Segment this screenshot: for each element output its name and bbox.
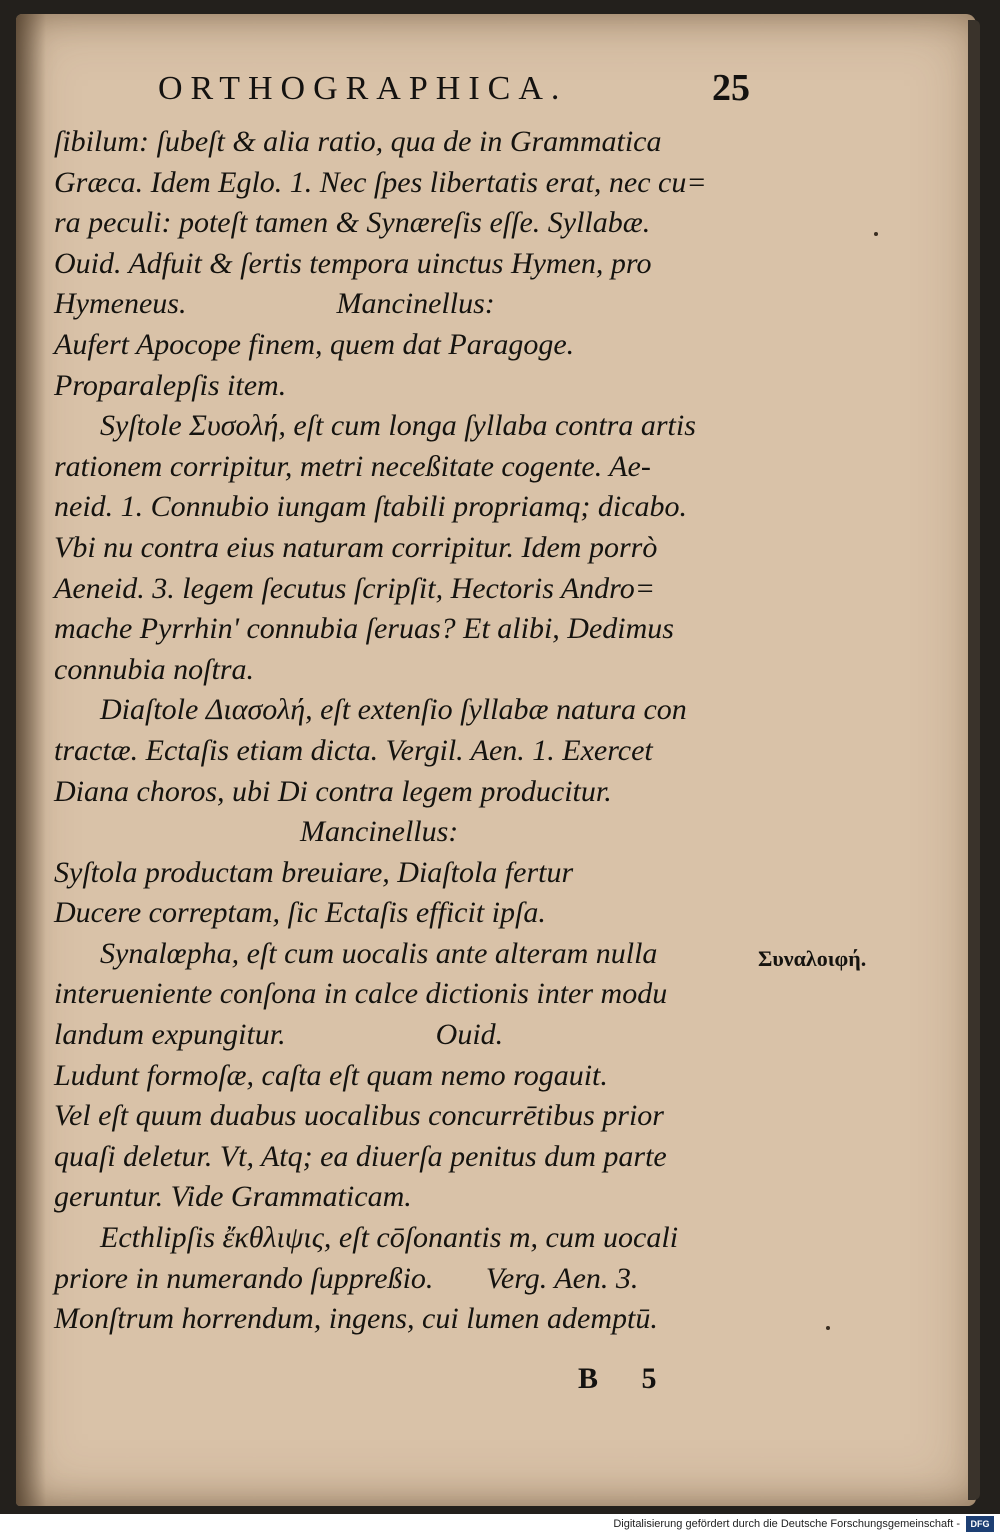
text-line: Synalœpha, eſt cum uocalis ante alteram nulla bbox=[100, 936, 658, 970]
text-line: priore in numerando ſuppreßio. Verg. Aen. 3. bbox=[54, 1261, 639, 1295]
text-line: ra peculi: poteſt tamen & Synæreſis eſſe. Syllabæ. bbox=[54, 206, 651, 240]
text-line: Vbi nu contra eius naturam corripitur. Idem porrò bbox=[54, 530, 658, 564]
text-line: Mancinellus: bbox=[300, 815, 459, 849]
text-line: rationem corripitur, metri neceßitate cogente. Ae- bbox=[54, 449, 651, 483]
digitization-credit: Digitalisierung gefördert durch die Deutsche Forschungsgemeinschaft - bbox=[613, 1518, 960, 1530]
text-line: Hymeneus. Mancinellus: bbox=[54, 287, 495, 321]
page-number: 25 bbox=[712, 67, 750, 109]
text-line: connubia noſtra. bbox=[54, 652, 254, 686]
text-line: Diana choros, ubi Di contra legem producitur. bbox=[54, 774, 612, 808]
text-line: Diaſtole Διασολή, eſt extenſio ſyllabæ natura con bbox=[100, 693, 687, 727]
dfg-logo: DFG bbox=[966, 1516, 994, 1532]
text-line: tractæ. Ectaſis etiam dicta. Vergil. Aen. 1. Exercet bbox=[54, 733, 653, 767]
text-line: interueniente conſona in calce dictionis inter modu bbox=[54, 977, 668, 1011]
text-line: neid. 1. Connubio iungam ſtabili propriamq; dicabo. bbox=[54, 490, 688, 524]
text-line: ſibilum: ſubeſt & alia ratio, qua de in Grammatica bbox=[54, 125, 662, 158]
ink-speck bbox=[874, 232, 878, 236]
running-head: ORTHOGRAPHICA. bbox=[158, 70, 568, 107]
text-line: Monſtrum horrendum, ingens, cui lumen ademptū. bbox=[54, 1302, 658, 1336]
text-line: Aeneid. 3. legem ſecutus ſcripſit, Hectoris Andro= bbox=[54, 571, 655, 605]
ink-speck bbox=[826, 1326, 830, 1330]
text-line: Ludunt formoſæ, caſta eſt quam nemo rogauit. bbox=[54, 1058, 608, 1092]
text-line: quaſi deletur. Vt, Atq; ea diuerſa penitus dum parte bbox=[54, 1139, 667, 1173]
text-line: Ecthlipſis ἔκθλιψις, eſt cōſonantis m, cum uocali bbox=[100, 1221, 679, 1255]
margin-note: Συναλοιφή. bbox=[758, 946, 867, 971]
text-line: landum expungitur. Ouid. bbox=[54, 1018, 504, 1052]
text-line: Vel eſt quum duabus uocalibus concurrētibus prior bbox=[54, 1099, 664, 1133]
text-line: Proparalepſis item. bbox=[54, 368, 287, 402]
text-line: geruntur. Vide Grammaticam. bbox=[54, 1180, 412, 1214]
text-line: Syſtola productam breuiare, Diaſtola fertur bbox=[54, 855, 574, 889]
text-line: Aufert Apocope finem, quem dat Paragoge. bbox=[54, 327, 575, 361]
text-line: Ducere correptam, ſic Ectaſis efficit ipſa. bbox=[54, 896, 546, 930]
text-line: Græca. Idem Eglo. 1. Nec ſpes libertatis erat, nec cu= bbox=[54, 165, 707, 199]
page-gutter-shadow bbox=[16, 14, 46, 1506]
page-edge bbox=[968, 20, 980, 1500]
text-line: Syſtole Συσολή, eſt cum longa ſyllaba contra artis bbox=[100, 409, 696, 443]
body-text bbox=[54, 122, 814, 1340]
text-line: mache Pyrrhin' connubia ſeruas? Et alibi, Dedimus bbox=[54, 612, 674, 646]
signature-mark: B 5 bbox=[578, 1362, 675, 1395]
text-line: Ouid. Adfuit & ſertis tempora uinctus Hymen, pro bbox=[54, 246, 652, 280]
